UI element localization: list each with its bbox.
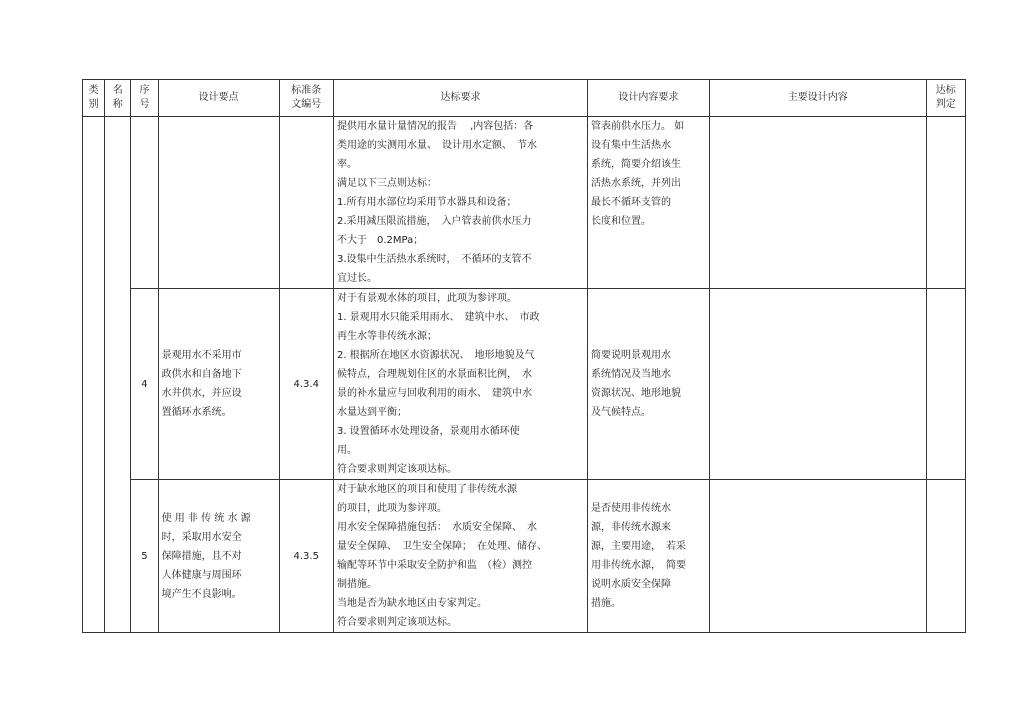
design-point-cell xyxy=(158,117,279,289)
category-cell xyxy=(83,117,105,633)
seq-cell: 4 xyxy=(131,289,158,480)
name-cell xyxy=(105,117,131,633)
header-design-point: 设计要点 xyxy=(158,80,279,117)
design-point-cell: 景观用水不采用市 政供水和自备地下 水井供水，并应设 置循环水系统。 xyxy=(158,289,279,480)
design-point-cell: 使 用 非 传 统 水 源 时，采取用水安全 保障措施，且不对 人体健康与周围环 境产生不良影响。 xyxy=(158,480,279,633)
header-judgement: 达标 判定 xyxy=(926,80,965,117)
table-row xyxy=(83,480,966,633)
judgement-cell xyxy=(926,289,965,480)
content-requirement-cell: 管表前供水压力。 如 设有集中生活热水 系统，简要介绍该生 活热水系统，并列出 最长不循环支管的 长度和位置。 xyxy=(587,117,709,289)
judgement-cell xyxy=(926,117,965,289)
header-seq: 序 号 xyxy=(131,80,158,117)
requirement-cell: 对于有景观水体的项目，此项为参评项。 1. 景观用水只能采用雨水、 建筑中水、 市政 再生水等非传统水源； 2. 根据所在地区水资源状况、 地形地貌及气 候特点，合理规划住区的水景面积比例， 水 景的补水量应与回收利用的雨水、 建筑中水 水量达到平衡； 3. 设置循环水处理设备，景观用水循环使 用。 符合要求则判定该项达标。 xyxy=(333,289,587,480)
standard-cell xyxy=(279,117,333,289)
table-row xyxy=(83,289,966,480)
table-row xyxy=(83,117,966,289)
standard-cell: 4.3.4 xyxy=(279,289,333,480)
main-design-cell xyxy=(709,480,926,633)
standards-table xyxy=(82,79,966,633)
table-header-row xyxy=(83,80,966,117)
header-requirement: 达标要求 xyxy=(333,80,587,117)
header-content-requirement: 设计内容要求 xyxy=(587,80,709,117)
header-category: 类 别 xyxy=(83,80,105,117)
main-design-cell xyxy=(709,289,926,480)
header-name: 名 称 xyxy=(105,80,131,117)
seq-cell: 5 xyxy=(131,480,158,633)
content-requirement-cell: 简要说明景观用水 系统情况及当地水 资源状况、地形地貌 及气候特点。 xyxy=(587,289,709,480)
main-design-cell xyxy=(709,117,926,289)
requirement-cell: 对于缺水地区的项目和使用了非传统水源 的项目，此项为参评项。 用水安全保障措施包括： 水质安全保障、 水 量安全保障、 卫生安全保障； 在处理、储存、 输配等环节中采取安全防护和监 （检）测控 制措施。 当地是否为缺水地区由专家判定。 符合要求则判定该项达标。 xyxy=(333,480,587,633)
header-main-design: 主要设计内容 xyxy=(709,80,926,117)
seq-cell xyxy=(131,117,158,289)
judgement-cell xyxy=(926,480,965,633)
header-standard: 标准条 文编号 xyxy=(279,80,333,117)
content-requirement-cell: 是否使用非传统水 源，非传统水源来 源，主要用途， 若采 用非传统水源， 简要 说明水质安全保障 措施。 xyxy=(587,480,709,633)
standard-cell: 4.3.5 xyxy=(279,480,333,633)
requirement-cell: 提供用水量计量情况的报告 ,内容包括：各 类用途的实测用水量、 设计用水定额、 节水 率。 满足以下三点则达标： 1.所有用水部位均采用节水器具和设备； 2.采用减压限流措施， 入户管表前供水压力 不大于 0.2MPa； 3.设集中生活热水系统时， 不循环的支管不 宜过长。 xyxy=(333,117,587,289)
